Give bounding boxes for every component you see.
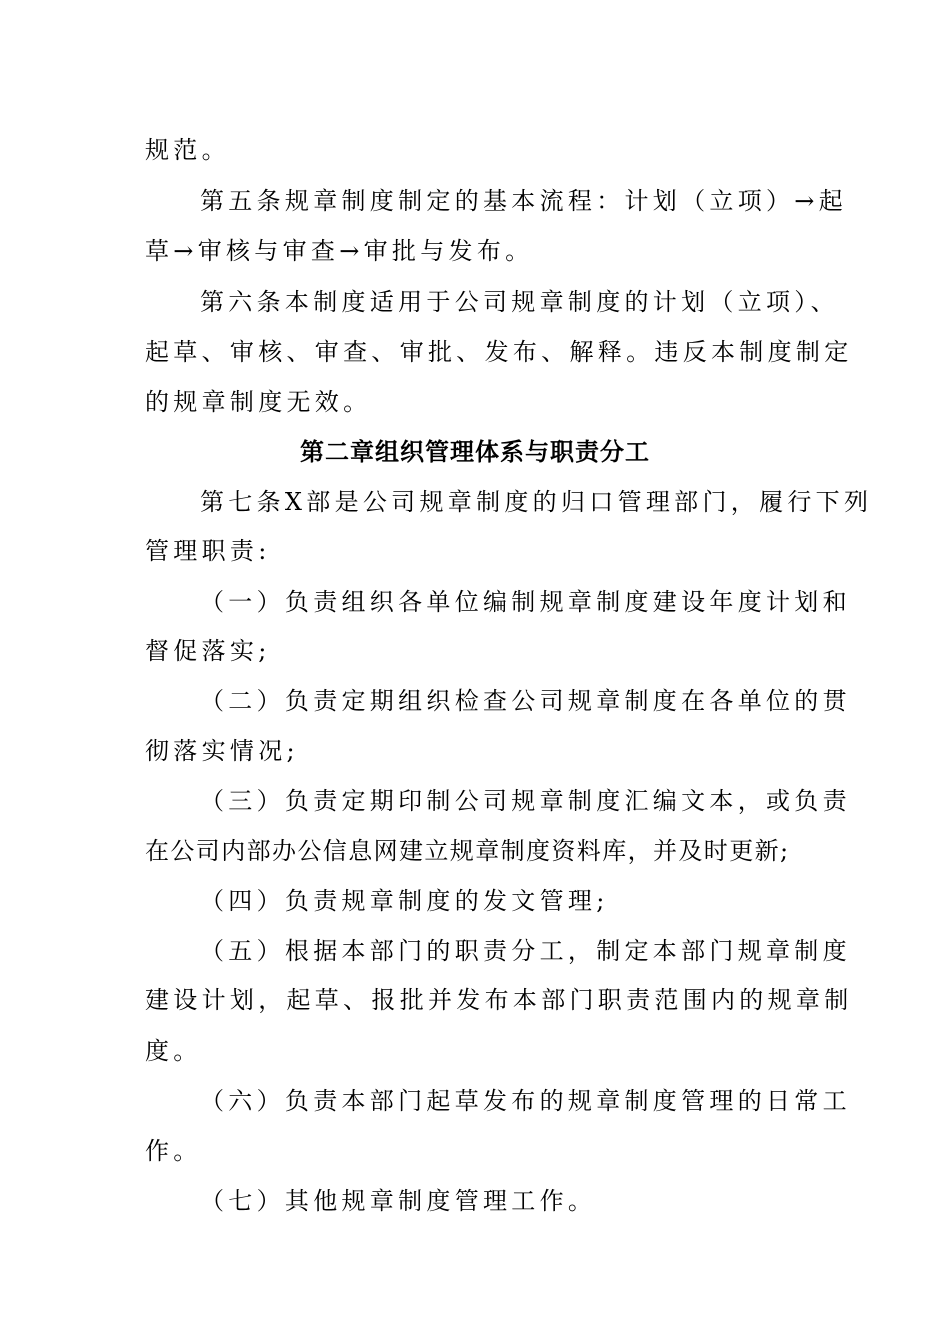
article-6-line-2: 起草、审核、审查、审批、发布、解释。违反本制度制定 bbox=[145, 338, 853, 366]
article-5-line-2: 草→审核与审查→审批与发布。 bbox=[145, 237, 534, 265]
article-7-line-2: 管理职责: bbox=[145, 537, 271, 565]
item-2-line-1: （二）负责定期组织检查公司规章制度在各单位的贯 bbox=[200, 687, 851, 715]
article-6-line-3: 的规章制度无效。 bbox=[145, 388, 372, 416]
item-1-line-1: （一）负责组织各单位编制规章制度建设年度计划和 bbox=[200, 588, 851, 616]
item-7-line-1: （七）其他规章制度管理工作。 bbox=[200, 1187, 597, 1215]
item-3-line-1: （三）负责定期印制公司规章制度汇编文本，或负责 bbox=[200, 787, 851, 815]
chapter-heading: 第二章组织管理体系与职责分工 bbox=[300, 437, 650, 466]
item-5-line-3: 度。 bbox=[145, 1037, 202, 1065]
item-6-line-2: 作。 bbox=[145, 1137, 202, 1165]
article-7-line-1: 第七条X部是公司规章制度的归口管理部门，履行下列 bbox=[200, 488, 873, 516]
article-6-line-1: 第六条本制度适用于公司规章制度的计划（立项）、 bbox=[200, 288, 839, 316]
item-5-line-1: （五）根据本部门的职责分工，制定本部门规章制度 bbox=[200, 937, 851, 965]
item-3-line-2: 在公司内部办公信息网建立规章制度资料库，并及时更新; bbox=[145, 837, 790, 865]
item-4-line-1: （四）负责规章制度的发文管理; bbox=[200, 887, 609, 915]
text-line: 规范。 bbox=[145, 136, 230, 164]
item-5-line-2: 建设计划，起草、报批并发布本部门职责范围内的规章制 bbox=[145, 986, 853, 1014]
item-2-line-2: 彻落实情况; bbox=[145, 737, 299, 765]
article-5-line-1: 第五条规章制度制定的基本流程：计划（立项）→起 bbox=[200, 187, 848, 215]
item-1-line-2: 督促落实; bbox=[145, 637, 271, 665]
item-6-line-1: （六）负责本部门起草发布的规章制度管理的日常工 bbox=[200, 1087, 851, 1115]
